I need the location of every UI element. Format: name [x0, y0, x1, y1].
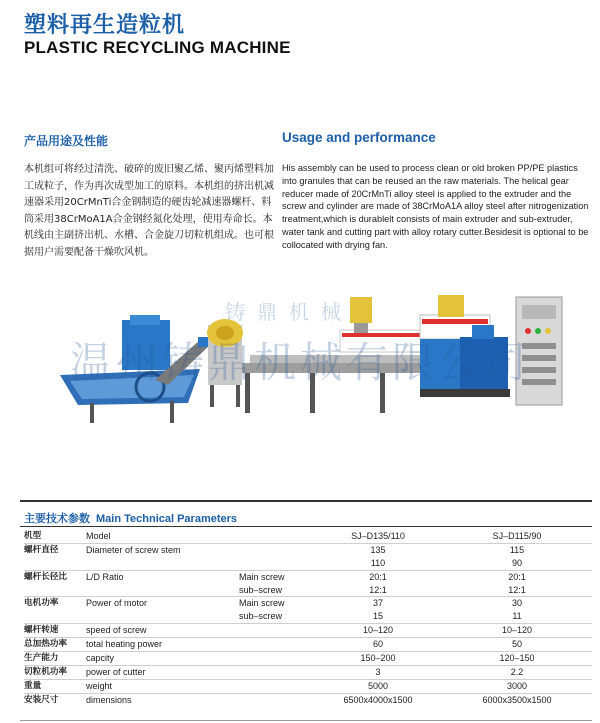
- param-name-en: speed of screw: [86, 625, 147, 636]
- param-sub: sub–screw: [239, 584, 283, 595]
- value-sj-d115-90: 50: [511, 639, 522, 650]
- value-sj-d135-110: 60: [372, 639, 383, 650]
- watermark-company: 温州铸鼎机械有限公司: [70, 338, 531, 387]
- value-sj-d115-90: 120–150: [499, 653, 535, 664]
- usage-heading-en: Usage and performance: [282, 130, 436, 145]
- watermark-overlay: 铸鼎机械: [225, 300, 353, 324]
- param-name-cn: 切粒机功率: [24, 666, 67, 677]
- page-title-cn: 塑料再生造粒机: [24, 13, 186, 38]
- param-name-cn: 电机功率: [24, 598, 59, 609]
- table-row: [24, 571, 592, 584]
- params-table: [24, 530, 592, 707]
- table-row: [24, 666, 592, 679]
- params-title: [24, 510, 237, 526]
- table-row: [24, 557, 592, 570]
- params-title-cn: 主要技术参数: [24, 513, 90, 525]
- value-sj-d115-90: 2.2: [510, 666, 524, 677]
- value-sj-d135-110: 6500x4000x1500: [343, 694, 413, 705]
- usage-text-cn: 本机组可将经过清洗、破碎的废旧聚乙烯、聚丙烯塑料加工成粒子，作为再次成型加工的原料。本机组的挤出机减速器采用20CrMnTi合金钢制造的硬齿轮减速器螺杆、料筒采用38CrMoA1A合金钢经氮化处理，使用寿命长。本机线由主副挤出机、水槽、合金旋刀切粒机组成。也可根据用户需要配备干燥吹风机。: [24, 164, 274, 258]
- value-sj-d135-110: 10–120: [362, 625, 394, 636]
- table-row: [24, 584, 592, 597]
- table-row: [24, 610, 592, 623]
- param-name-cn: 生产能力: [24, 653, 59, 664]
- param-name-en: power of cutter: [86, 666, 146, 677]
- param-name-cn: 螺杆长径比: [24, 571, 67, 582]
- table-row: [24, 638, 592, 651]
- value-sj-d115-90: 115: [509, 544, 525, 555]
- value-sj-d115-90: 20:1: [508, 571, 526, 582]
- param-name-en: Model: [86, 531, 111, 541]
- param-name-en: L/D Ratio: [86, 571, 124, 582]
- table-row: [24, 694, 592, 707]
- value-sj-d135-110: 37: [372, 598, 383, 609]
- param-name-en: weight: [86, 680, 113, 691]
- table-row: [24, 597, 592, 610]
- param-sub: Main screw: [239, 598, 285, 609]
- table-row: [24, 680, 592, 693]
- divider-top: [20, 500, 592, 502]
- param-name-en: Diameter of screw stem: [86, 544, 181, 555]
- value-sj-d115-90: 12:1: [508, 584, 526, 595]
- usage-heading-cn: 产品用途及性能: [24, 134, 109, 148]
- table-row: [24, 544, 592, 557]
- value-sj-d115-90: 10–120: [501, 625, 533, 636]
- param-name-en: Power of motor: [86, 598, 148, 609]
- table-row: [24, 652, 592, 665]
- param-name-cn: 重量: [24, 680, 42, 691]
- param-name-en: total heating power: [86, 639, 163, 650]
- value-sj-d115-90: 11: [512, 611, 522, 622]
- params-title-en: Main Technical Parameters: [96, 513, 238, 525]
- param-name-en: dimensions: [86, 694, 132, 705]
- table-row: [24, 624, 592, 637]
- value-sj-d135-110: 135: [370, 544, 386, 555]
- value-sj-d135-110: 150–200: [360, 653, 396, 664]
- param-name-cn: 总加热功率: [24, 639, 67, 650]
- value-sj-d135-110: 3: [375, 666, 381, 677]
- param-sub: sub–screw: [239, 611, 283, 622]
- param-name-cn: 螺杆直径: [24, 544, 59, 555]
- value-sj-d135-110: 15: [372, 611, 383, 622]
- param-name-en: capcity: [86, 653, 115, 664]
- table-row: [24, 530, 592, 543]
- divider-header: [20, 526, 592, 527]
- value-sj-d135-110: 110: [370, 557, 386, 568]
- param-name-cn: 螺杆转速: [24, 625, 59, 636]
- param-sub: Main screw: [239, 571, 285, 582]
- value-sj-d135-110: 5000: [367, 680, 389, 691]
- value-sj-d115-90: 6000x3500x1500: [482, 694, 552, 705]
- value-sj-d135-110: SJ–D135/110: [351, 531, 405, 541]
- page-title-en: PLASTIC RECYCLING MACHINE: [24, 38, 291, 57]
- value-sj-d115-90: 3000: [506, 680, 528, 691]
- param-name-cn: 机型: [24, 531, 42, 541]
- value-sj-d115-90: 30: [511, 598, 522, 609]
- value-sj-d135-110: 12:1: [369, 584, 387, 595]
- value-sj-d135-110: 20:1: [369, 571, 387, 582]
- divider-bottom: [20, 720, 592, 721]
- usage-text-en: His assembly can be used to process clean or old broken PP/PE plastics into granules that can be reused an the raw materials. The helical gear reducer made of 20CrMnTi alloy steel is applied to the extruder and the screw and cylinder are made of 38CrMoA1A alloy steel after nitrogenization treatment,which is durablelt consists of main extruder and sub-extruder, water tank and cutting part with alloy rotary cutter.Besidesit is optional to be collocated with drying fan.: [282, 163, 589, 250]
- value-sj-d115-90: 90: [511, 557, 522, 568]
- param-name-cn: 安装尺寸: [24, 694, 59, 705]
- value-sj-d115-90: SJ–D115/90: [492, 531, 542, 541]
